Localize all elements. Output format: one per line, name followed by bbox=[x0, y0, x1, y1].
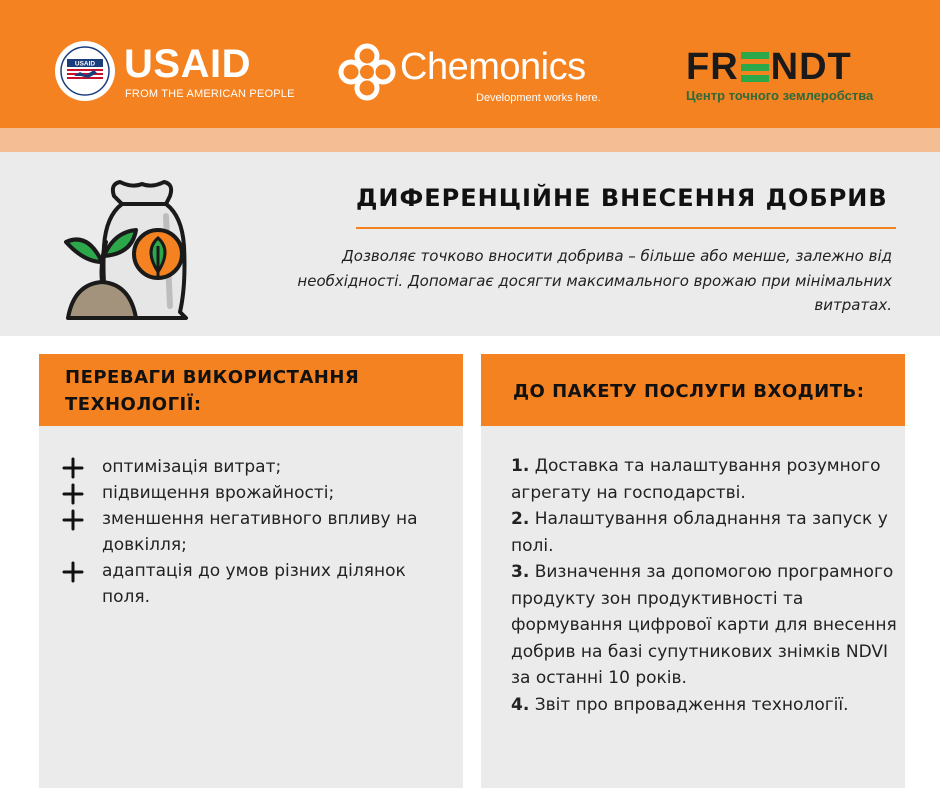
chemonics-tagline: Development works here. bbox=[476, 92, 601, 104]
advantage-text: оптимізація витрат; bbox=[102, 457, 282, 477]
services-heading: ДО ПАКЕТУ ПОСЛУГИ ВХОДИТЬ: bbox=[481, 354, 905, 426]
frendt-logo bbox=[686, 46, 896, 106]
usaid-seal-icon bbox=[54, 40, 116, 102]
page-title: ДИФЕРЕНЦІЙНЕ ВНЕСЕННЯ ДОБРИВ bbox=[356, 184, 888, 212]
service-text: Звіт про впровадження технології. bbox=[534, 694, 849, 715]
list-item bbox=[60, 480, 456, 506]
frendt-e-bars-icon bbox=[741, 50, 769, 84]
list-item bbox=[60, 558, 456, 610]
title-underline bbox=[356, 227, 896, 229]
chemonics-wordmark: Chemonics bbox=[400, 46, 586, 88]
list-item bbox=[511, 559, 901, 692]
list-item bbox=[60, 506, 456, 558]
plus-icon bbox=[62, 483, 84, 505]
usaid-tagline: FROM THE AMERICAN PEOPLE bbox=[125, 88, 295, 100]
plus-icon bbox=[62, 509, 84, 531]
service-number: 1. bbox=[511, 456, 530, 476]
hero-description: Дозволяє точково вносити добрива – більше або менше, залежно від необхідності. Допомагає досягти максимального врожаю при мінімальних витратах. bbox=[297, 247, 892, 314]
chemonics-logo bbox=[338, 42, 618, 104]
list-item bbox=[511, 453, 901, 506]
advantages-list bbox=[60, 454, 456, 610]
chemonics-mark-icon bbox=[338, 42, 396, 102]
frendt-subtitle: Центр точного землеробства bbox=[686, 88, 874, 103]
fertilizer-bag-with-sprout-icon bbox=[62, 176, 222, 324]
list-item bbox=[60, 454, 456, 480]
plus-icon bbox=[62, 561, 84, 583]
advantage-text: зменшення негативного впливу на довкілля; bbox=[102, 509, 418, 555]
services-list bbox=[511, 453, 901, 718]
frendt-letters-before: FR bbox=[686, 46, 739, 88]
frendt-wordmark bbox=[686, 46, 852, 88]
list-item bbox=[511, 506, 901, 559]
svg-text:USAID: USAID bbox=[74, 60, 96, 68]
frendt-letters-after: NDT bbox=[770, 46, 852, 88]
usaid-wordmark: USAID bbox=[124, 42, 251, 86]
service-text: Доставка та налаштування розумного агрегату на господарстві. bbox=[511, 456, 881, 503]
plus-icon bbox=[62, 457, 84, 479]
service-text: Визначення за допомогою програмного продукту зон продуктивності та формування цифрової карти для внесення добрив на базі супутникових знімків NDVI за останні 10 років. bbox=[511, 562, 897, 688]
service-number: 2. bbox=[511, 509, 530, 529]
service-number: 3. bbox=[511, 562, 530, 582]
header-accent-strip bbox=[0, 128, 940, 152]
service-number: 4. bbox=[511, 694, 530, 715]
advantage-text: адаптація до умов різних ділянок поля. bbox=[102, 561, 406, 607]
service-text: Налаштування обладнання та запуск у полі. bbox=[511, 509, 888, 556]
advantages-heading: ПЕРЕВАГИ ВИКОРИСТАННЯ ТЕХНОЛОГІЇ: bbox=[39, 354, 463, 426]
advantage-text: підвищення врожайності; bbox=[102, 483, 335, 503]
list-item bbox=[511, 692, 901, 719]
